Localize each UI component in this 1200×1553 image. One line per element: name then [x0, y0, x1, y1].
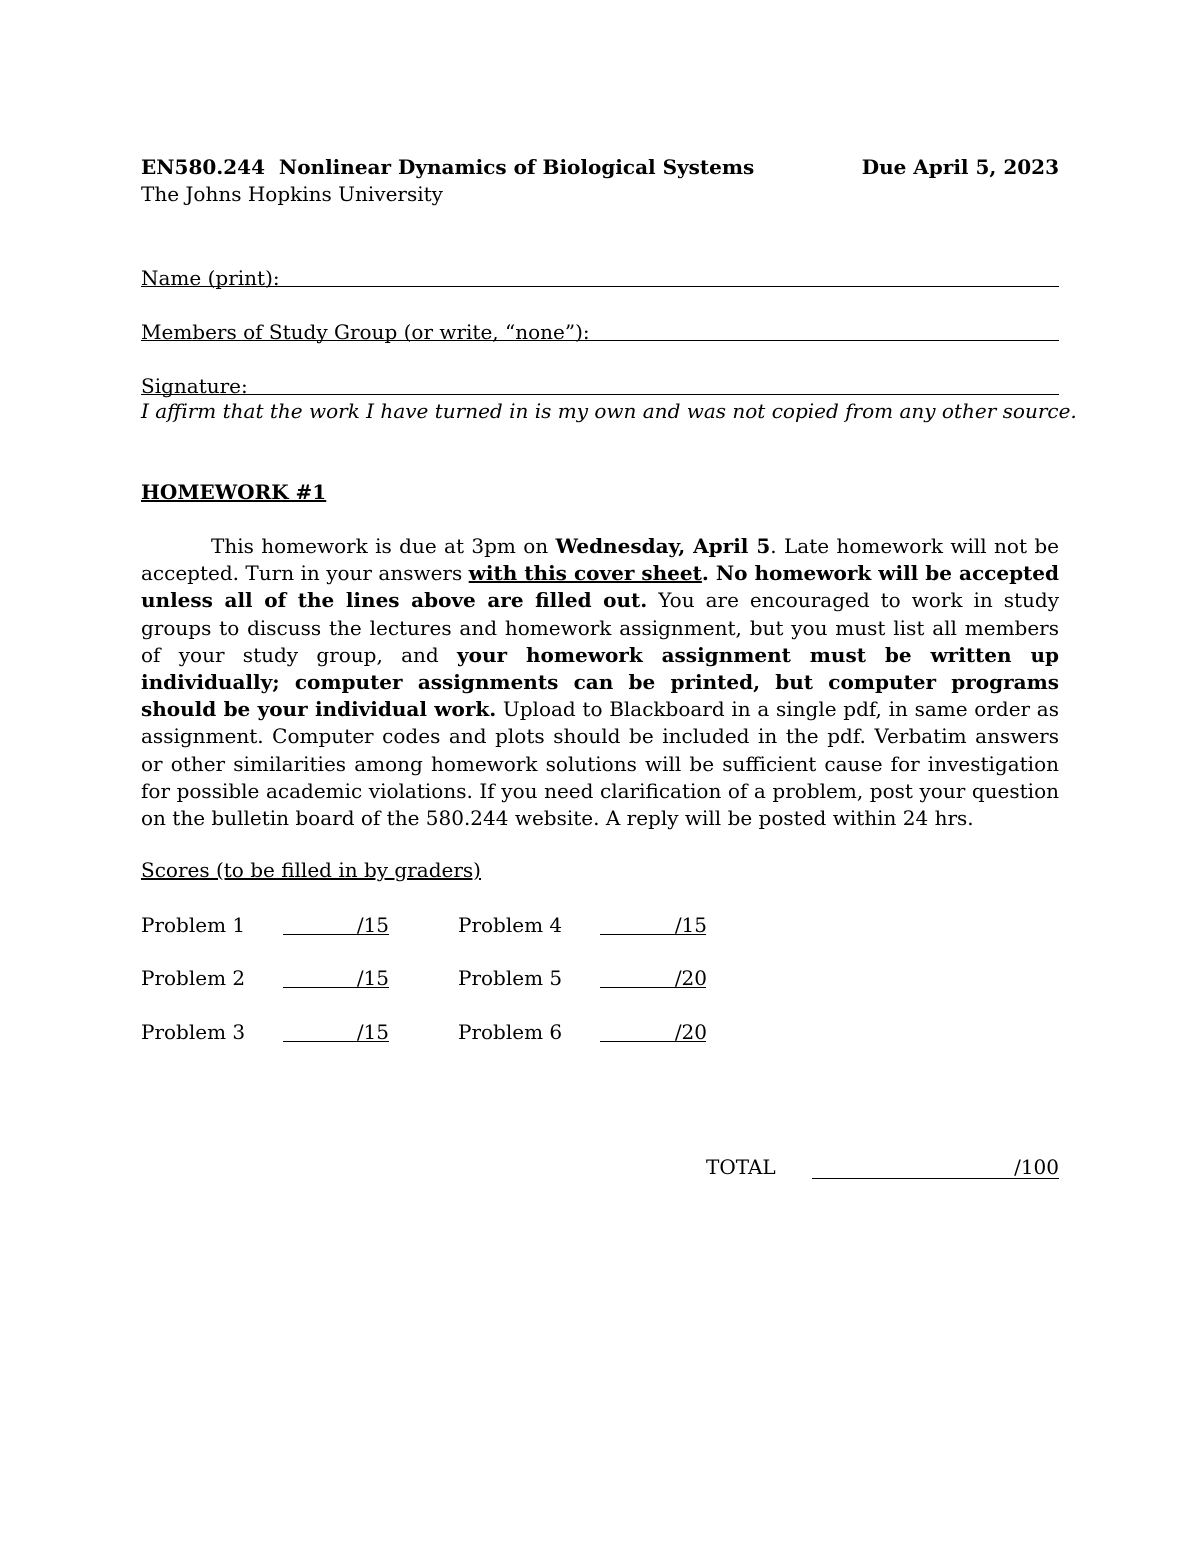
total-max: /100 [1014, 1155, 1059, 1179]
instr-text-3: You are encouraged to work in study groups to discuss the lectures and homework assignment, but you must list all members of your study group, and [141, 588, 1060, 667]
instructions-paragraph [141, 533, 1059, 832]
score-max: /15 [356, 913, 389, 937]
score-label: Problem 3 [141, 1020, 246, 1044]
score-label: Problem 2 [141, 966, 246, 990]
instr-requirement: . No homework will be accepted unless all of the lines above are filled out. [141, 561, 1059, 613]
score-max: /15 [356, 966, 389, 990]
course-code: EN580.244 [141, 155, 265, 179]
scores-title: Scores (to be filled in by graders) [141, 858, 481, 882]
score-label: Problem 1 [141, 913, 246, 937]
name-label: Name (print): [141, 266, 280, 290]
affirmation-statement: I affirm that the work I have turned in is my own and was not copied from any other source. [141, 399, 1077, 423]
name-field[interactable] [141, 256, 1059, 290]
score-row-problem-1[interactable] [141, 912, 389, 942]
score-label: Problem 6 [458, 1020, 563, 1044]
score-row-problem-5[interactable] [458, 965, 707, 995]
study-group-label: Members of Study Group (or write, “none”): [141, 320, 590, 344]
instr-text-1: This homework is due at 3pm on [211, 534, 556, 558]
score-label: Problem 4 [458, 913, 563, 937]
instr-cover-sheet: with this cover sheet [468, 561, 702, 586]
score-row-problem-4[interactable] [458, 912, 707, 942]
score-row-problem-6[interactable] [458, 1019, 707, 1049]
instr-individual-work: your homework assignment must be written up individually; computer assignments can be printed, but computer programs should be your individual work. [141, 642, 1059, 722]
score-label: Problem 5 [458, 966, 563, 990]
instr-text-4: Upload to Blackboard in a single pdf, in same order as assignment. Computer codes and plots should be included in the pdf. Verbatim answers or other similarities among homework solutions will be sufficient cause for investigation for possible academic violations. If you need clarification of a problem, post your question on the bulletin board of the 580.244 website. A reply will be posted within 24 hrs. [141, 697, 1059, 831]
due-date: Due April 5, 2023 [861, 155, 1059, 179]
score-max: /15 [356, 1020, 389, 1044]
total-label: TOTAL [706, 1155, 776, 1179]
score-row-problem-3[interactable] [141, 1019, 389, 1049]
instr-due-day: Wednesday, April 5 [555, 534, 771, 558]
institution: The Johns Hopkins University [141, 182, 443, 206]
signature-field[interactable] [141, 364, 1059, 398]
course-title: Nonlinear Dynamics of Biological Systems [278, 155, 755, 179]
course-heading [141, 154, 754, 180]
study-group-field[interactable] [141, 310, 1059, 344]
signature-label: Signature: [141, 374, 248, 398]
homework-title: HOMEWORK #1 [141, 480, 327, 504]
instr-text-2: . Late homework will not be accepted. Turn in your answers [141, 534, 1059, 586]
score-max: /20 [674, 1020, 707, 1044]
score-row-problem-2[interactable] [141, 965, 389, 995]
score-max: /15 [674, 913, 707, 937]
score-max: /20 [674, 966, 707, 990]
